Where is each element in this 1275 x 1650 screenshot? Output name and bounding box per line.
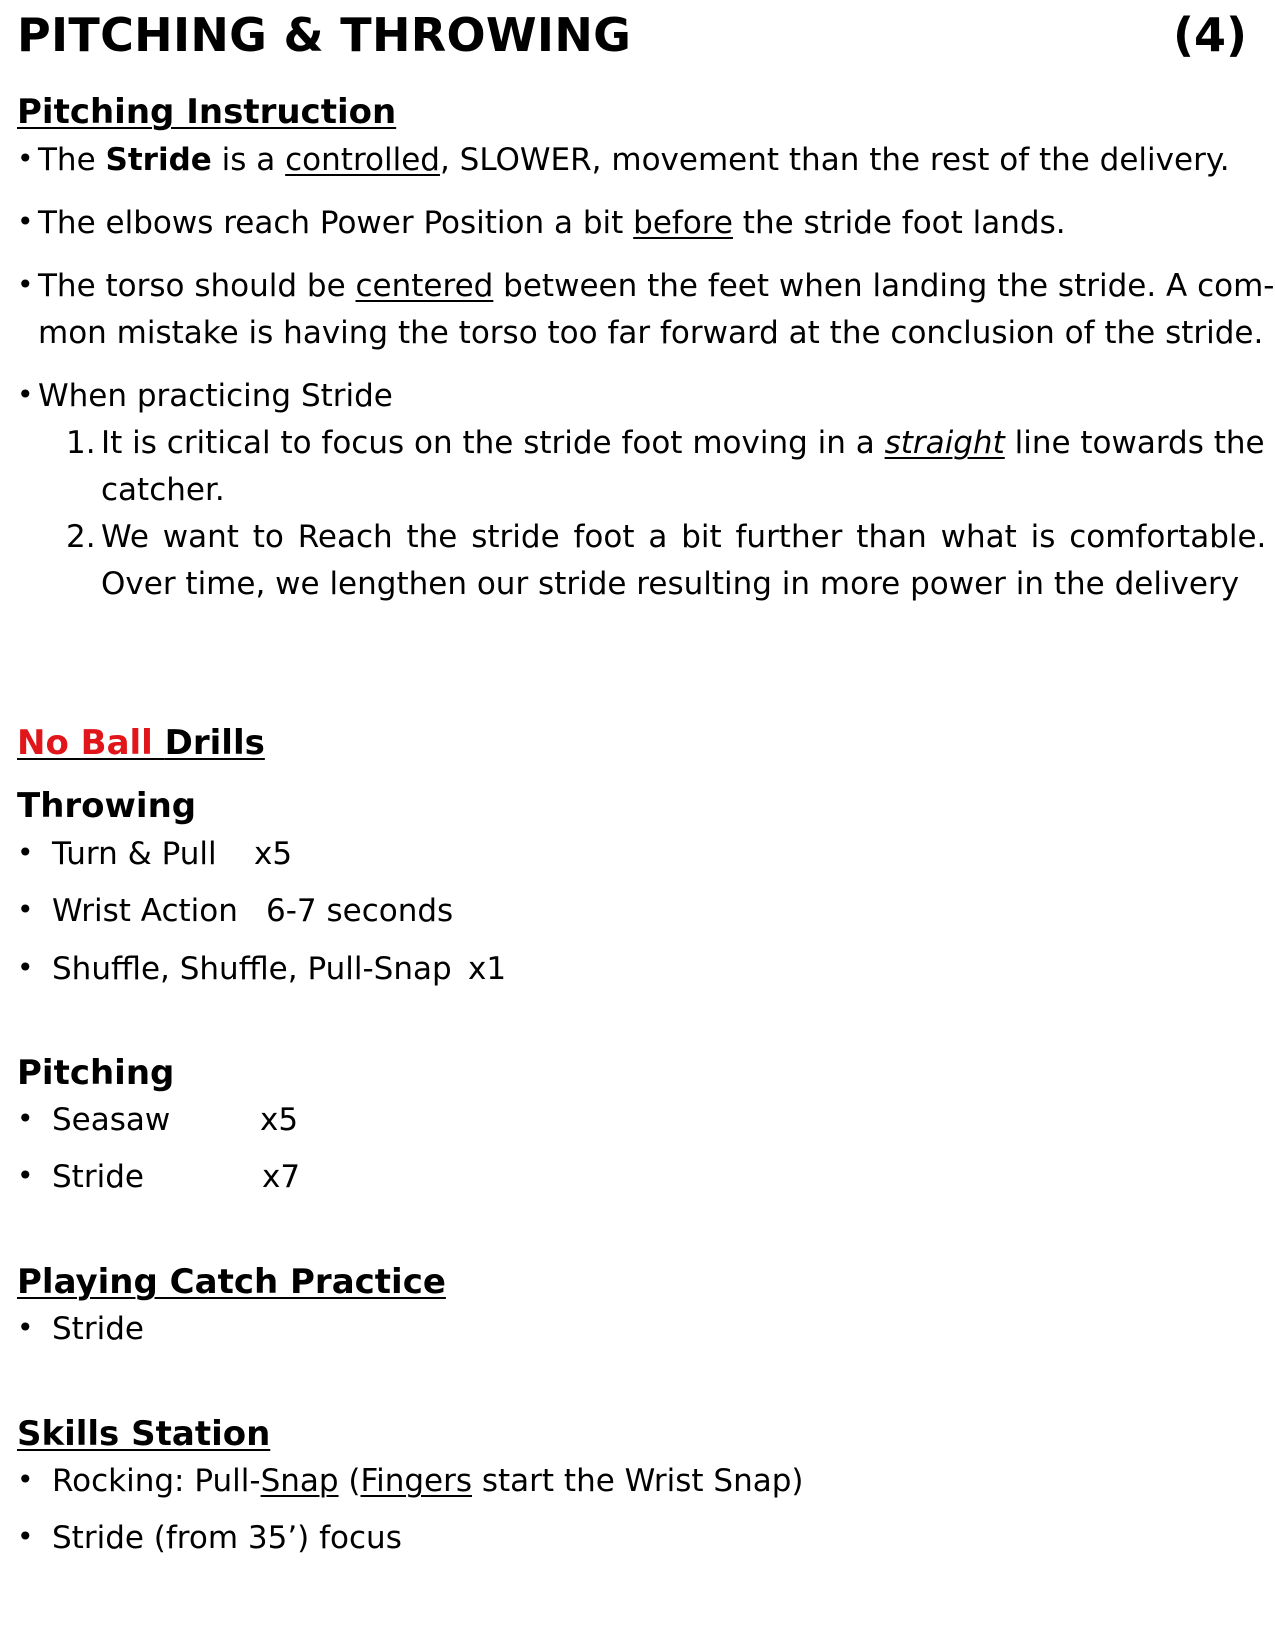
list-item — [0, 1159, 1275, 1199]
drill-reps: x7 — [262, 1159, 301, 1195]
bullet-dot: • — [17, 1520, 34, 1553]
bullet-dot: • — [17, 1159, 34, 1192]
item-number: 2. — [66, 519, 96, 555]
item-text-line2: catcher. — [101, 472, 225, 508]
bullet-dot: • — [17, 205, 34, 238]
bullet-text: When practicing Stride — [38, 378, 393, 414]
numbered-item-1 — [0, 425, 1275, 515]
section-heading-no-ball-drills: No Ball Drills — [17, 723, 265, 763]
bullet-stride — [0, 142, 1275, 182]
bullet-dot: • — [17, 951, 34, 984]
bullet-dot: • — [17, 1463, 34, 1496]
bullet-dot: • — [17, 378, 34, 411]
page-number: (4) — [1172, 8, 1247, 62]
drill-name: Seasaw — [52, 1102, 171, 1138]
bullet-torso — [0, 268, 1275, 358]
list-item — [0, 1102, 1275, 1142]
list-item — [0, 1520, 1275, 1560]
item-text-line2: Over time, we lengthen our stride resulting in more power in the delivery — [101, 566, 1240, 602]
bullet-practicing-stride — [0, 378, 1275, 418]
numbered-item-2 — [0, 519, 1275, 609]
section-heading-playing-catch: Playing Catch Practice — [17, 1262, 446, 1302]
bullet-dot: • — [17, 836, 34, 869]
bullet-dot: • — [17, 893, 34, 926]
page-title: PITCHING & THROWING — [17, 8, 632, 62]
list-item — [0, 951, 1275, 991]
subheading-throwing: Throwing — [17, 786, 197, 826]
drill-reps: x1 — [468, 951, 507, 987]
bullet-text-line1: The torso should be centered between the feet when landing the stride. A com- — [38, 268, 1275, 304]
bullet-text: The Stride is a controlled, SLOWER, movement than the rest of the delivery. — [38, 142, 1230, 178]
list-item-text: Rocking: Pull-Snap (Fingers start the Wrist Snap) — [52, 1463, 804, 1499]
list-item-text: Stride (from 35’) focus — [52, 1520, 402, 1556]
bullet-dot: • — [17, 268, 34, 301]
list-item — [0, 1311, 1275, 1351]
list-item — [0, 1463, 1275, 1503]
drill-reps: x5 — [254, 836, 293, 872]
drill-name: Stride — [52, 1159, 144, 1195]
bullet-dot: • — [17, 1311, 34, 1344]
drill-name: Wrist Action — [52, 893, 238, 929]
drill-name: Shuffle, Shuffle, Pull-Snap — [52, 951, 452, 987]
bullet-dot: • — [17, 142, 34, 175]
bullet-text-line2: mon mistake is having the torso too far forward at the conclusion of the stride. — [38, 315, 1264, 351]
section-heading-pitching-instruction: Pitching Instruction — [17, 92, 397, 132]
drill-name: Turn & Pull — [52, 836, 217, 872]
section-heading-skills-station: Skills Station — [17, 1414, 271, 1454]
bullet-dot: • — [17, 1102, 34, 1135]
item-text-line1: It is critical to focus on the stride foot moving in a straight line towards the — [101, 425, 1265, 461]
drill-reps: x5 — [260, 1102, 299, 1138]
list-item — [0, 893, 1275, 933]
item-number: 1. — [66, 425, 96, 461]
list-item-text: Stride — [52, 1311, 144, 1347]
bullet-text: The elbows reach Power Position a bit before the stride foot lands. — [38, 205, 1066, 241]
bullet-elbows — [0, 205, 1275, 245]
subheading-pitching: Pitching — [17, 1053, 175, 1093]
list-item — [0, 836, 1275, 876]
item-text-line1: We want to Reach the stride foot a bit further than what is comfortable. — [101, 519, 1267, 555]
drill-reps: 6-7 seconds — [266, 893, 454, 929]
